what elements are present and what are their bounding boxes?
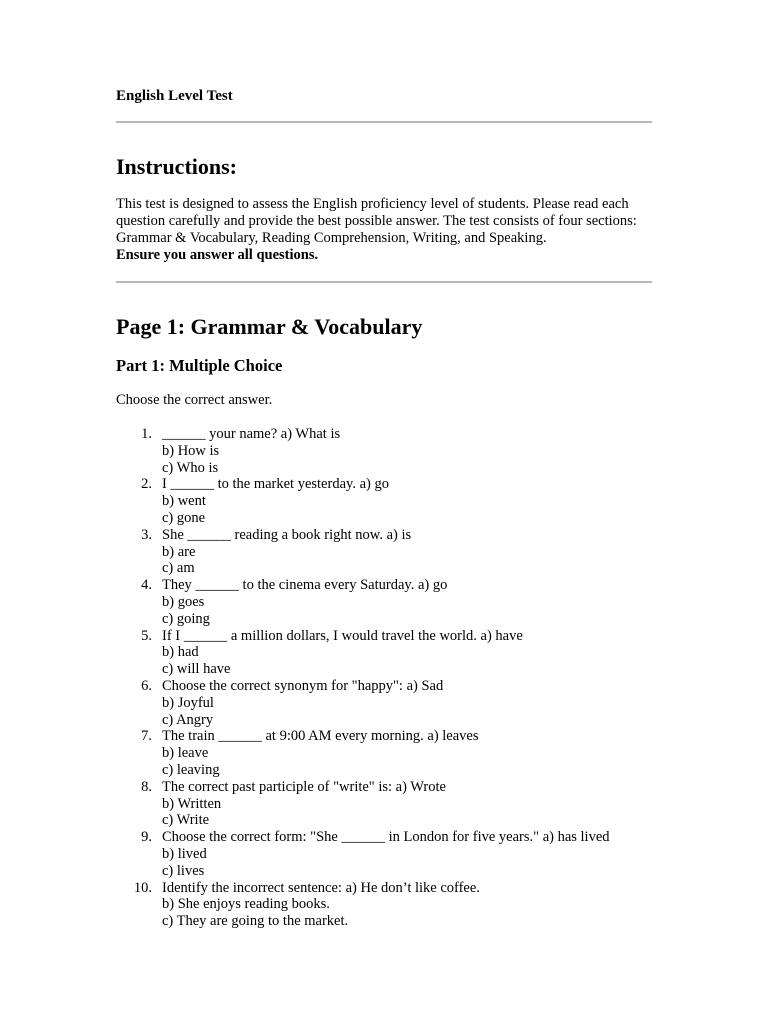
option-c: c) Who is — [162, 459, 219, 476]
question-stem: ______ your name? a) What is — [162, 426, 341, 442]
document-title: English Level Test — [116, 88, 233, 104]
option-b: b) lived — [162, 845, 207, 862]
question-number: 10. — [133, 879, 152, 896]
question-item — [116, 829, 610, 879]
option-b: b) She enjoys reading books. — [162, 896, 330, 913]
question-number: 8. — [141, 778, 152, 795]
option-b: b) had — [162, 644, 199, 661]
question-stem: I ______ to the market yesterday. a) go — [162, 476, 389, 493]
question-stem: The train ______ at 9:00 AM every morning. a) leaves — [162, 728, 479, 745]
question-stem: They ______ to the cinema every Saturday. a) go — [162, 577, 448, 594]
question-stem: If I ______ a million dollars, I would travel the world. a) have — [162, 627, 523, 644]
question-stem: Choose the correct synonym for "happy": a) Sad — [162, 677, 444, 694]
option-b: b) leave — [162, 745, 209, 762]
question-number: 3. — [141, 526, 152, 543]
horizontal-divider — [116, 281, 652, 283]
part-heading: Part 1: Multiple Choice — [116, 356, 283, 375]
question-number: 4. — [141, 577, 152, 594]
option-c: c) will have — [162, 661, 231, 678]
question-item — [116, 476, 610, 526]
question-item — [116, 728, 610, 778]
option-b: b) Written — [162, 795, 222, 812]
question-stem: Identify the incorrect sentence: a) He don’t like coffee. — [162, 879, 480, 896]
question-item — [116, 779, 610, 829]
instructions-paragraph — [116, 196, 652, 264]
option-b: b) went — [162, 493, 206, 510]
section-heading: Page 1: Grammar & Vocabulary — [116, 314, 423, 339]
question-item — [116, 577, 610, 627]
option-b: b) are — [162, 543, 196, 560]
option-b: b) goes — [162, 593, 205, 610]
option-c: c) Write — [162, 812, 210, 829]
question-stem: The correct past participle of "write" is: a) Wrote — [162, 778, 446, 795]
question-list — [116, 426, 610, 930]
question-item — [116, 628, 610, 678]
question-number: 6. — [141, 677, 152, 694]
question-item — [116, 527, 610, 577]
option-c: c) lives — [162, 862, 205, 879]
horizontal-divider — [116, 121, 652, 123]
option-c: c) leaving — [162, 761, 220, 778]
instructions-emphasis: Ensure you answer all questions. — [116, 247, 319, 263]
question-number: 1. — [141, 426, 152, 442]
question-item — [116, 678, 610, 728]
option-b: b) Joyful — [162, 694, 214, 711]
instructions-text: This test is designed to assess the English proficiency level of students. Please read each question carefully and provide the best possible answer. The test consists of four sections: Grammar & Vocabulary, Reading Comprehension, Writing, and Speaking. — [116, 196, 637, 246]
option-c: c) am — [162, 560, 195, 577]
question-number: 2. — [141, 476, 152, 493]
question-stem: Choose the correct form: "She ______ in London for five years." a) has lived — [162, 829, 610, 846]
instructions-heading: Instructions: — [116, 154, 238, 179]
question-number: 7. — [141, 728, 152, 745]
option-b: b) How is — [162, 442, 220, 459]
question-stem: She ______ reading a book right now. a) is — [162, 526, 412, 543]
question-number: 9. — [141, 829, 152, 846]
question-item — [116, 880, 610, 930]
option-c: c) Angry — [162, 711, 214, 728]
option-c: c) gone — [162, 509, 206, 526]
question-item — [116, 426, 610, 476]
question-number: 5. — [141, 627, 152, 644]
option-c: c) going — [162, 610, 210, 627]
section-prompt: Choose the correct answer. — [116, 392, 273, 408]
option-c: c) They are going to the market. — [162, 913, 349, 930]
